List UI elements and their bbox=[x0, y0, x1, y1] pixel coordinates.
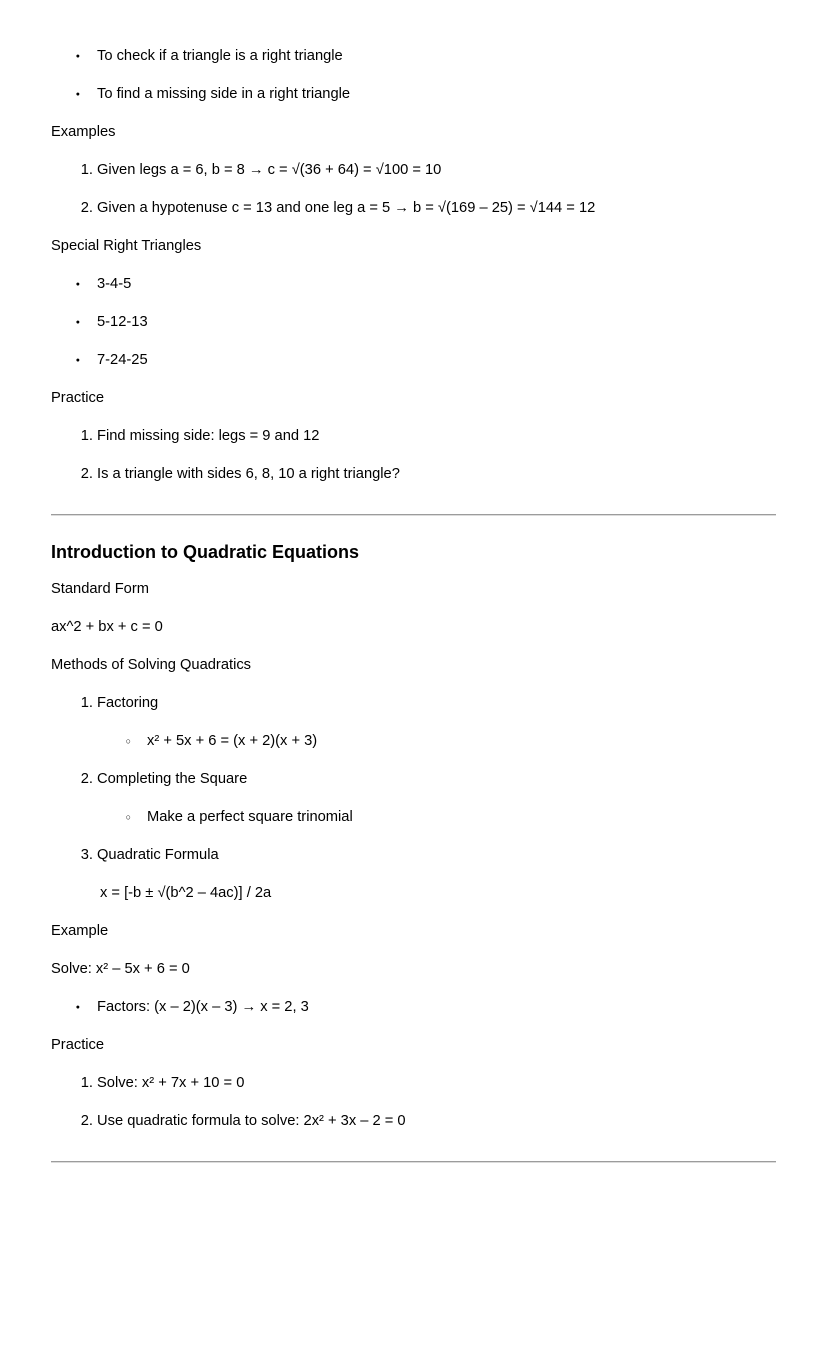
bullet-item-text: 3-4-5 bbox=[97, 276, 132, 292]
quadratic-formula: x = [-b ± √(b^2 – 4ac)] / 2a bbox=[100, 885, 272, 901]
bullet-disc-icon: ● bbox=[75, 53, 80, 60]
example-heading: Example bbox=[51, 923, 109, 939]
bullet-list-item bbox=[51, 276, 776, 293]
bullet-disc-icon: ● bbox=[75, 281, 80, 288]
section-title: Introduction to Quadratic Equations bbox=[51, 542, 359, 562]
circle-bullet-icon: ○ bbox=[125, 812, 131, 822]
bullet-list-item bbox=[51, 999, 776, 1016]
example-problem: Solve: x² – 5x + 6 = 0 bbox=[51, 961, 190, 977]
bullet-list-item bbox=[51, 314, 776, 331]
list-number: 2. bbox=[80, 771, 93, 787]
numbered-item-text: Given legs a = 6, b = 8 → c = √(36 + 64) = √100 = 10 bbox=[97, 162, 442, 178]
sub-bullet-item-text: Make a perfect square trinomial bbox=[147, 809, 353, 825]
numbered-item-text: Quadratic Formula bbox=[97, 847, 219, 863]
list-number: 2. bbox=[80, 1113, 93, 1129]
section-divider bbox=[51, 514, 776, 516]
numbered-item-text: Use quadratic formula to solve: 2x² + 3x – 2 = 0 bbox=[97, 1113, 406, 1129]
numbered-item-text: Factoring bbox=[97, 695, 159, 711]
circle-bullet-icon: ○ bbox=[125, 736, 131, 746]
standard-form-heading: Standard Form bbox=[51, 581, 149, 597]
numbered-item-text: Find missing side: legs = 9 and 12 bbox=[97, 428, 320, 444]
list-number: 2. bbox=[80, 466, 93, 482]
sub-bullet-list-item bbox=[51, 733, 776, 750]
bullet-disc-icon: ● bbox=[75, 1004, 80, 1011]
sub-bullet-list-item bbox=[51, 809, 776, 826]
bullet-list-item bbox=[51, 352, 776, 369]
bullet-item-text: To check if a triangle is a right triangle bbox=[97, 48, 343, 64]
list-number: 3. bbox=[80, 847, 93, 863]
numbered-list-item bbox=[51, 695, 776, 712]
numbered-list-item bbox=[51, 428, 776, 445]
numbered-list-item bbox=[51, 771, 776, 788]
numbered-item-text: Solve: x² + 7x + 10 = 0 bbox=[97, 1075, 245, 1091]
bullet-item-text: 5-12-13 bbox=[97, 314, 148, 330]
numbered-list-item bbox=[51, 200, 776, 217]
practice-heading: Practice bbox=[51, 390, 105, 406]
methods-heading: Methods of Solving Quadratics bbox=[51, 657, 252, 673]
bullet-list-item bbox=[51, 86, 776, 103]
list-number: 1. bbox=[80, 1075, 93, 1091]
sub-bullet-item-text: x² + 5x + 6 = (x + 2)(x + 3) bbox=[147, 733, 318, 749]
numbered-item-text: Is a triangle with sides 6, 8, 10 a right triangle? bbox=[97, 466, 400, 482]
numbered-list-item bbox=[51, 162, 776, 179]
bullet-disc-icon: ● bbox=[75, 91, 80, 98]
section-divider bbox=[51, 1161, 776, 1163]
numbered-list-item bbox=[51, 1075, 776, 1092]
bullet-disc-icon: ● bbox=[75, 319, 80, 326]
bullet-item-text: Factors: (x – 2)(x – 3) → x = 2, 3 bbox=[97, 999, 309, 1015]
numbered-list-item bbox=[51, 1113, 776, 1130]
examples-heading: Examples bbox=[51, 124, 116, 140]
list-number: 1. bbox=[80, 695, 93, 711]
bullet-item-text: 7-24-25 bbox=[97, 352, 148, 368]
list-number: 1. bbox=[80, 428, 93, 444]
list-number: 1. bbox=[80, 162, 93, 178]
standard-form-formula: ax^2 + bx + c = 0 bbox=[51, 619, 163, 635]
numbered-item-text: Completing the Square bbox=[97, 771, 248, 787]
bullet-disc-icon: ● bbox=[75, 357, 80, 364]
practice-heading: Practice bbox=[51, 1037, 105, 1053]
numbered-item-text: Given a hypotenuse c = 13 and one leg a = 5 → b = √(169 – 25) = √144 = 12 bbox=[97, 200, 596, 216]
bullet-list-item bbox=[51, 48, 776, 65]
list-number: 2. bbox=[80, 200, 93, 216]
bullet-item-text: To find a missing side in a right triangle bbox=[97, 86, 351, 102]
numbered-list-item bbox=[51, 847, 776, 864]
special-right-triangles-heading: Special Right Triangles bbox=[51, 238, 202, 254]
numbered-list-item bbox=[51, 466, 776, 483]
